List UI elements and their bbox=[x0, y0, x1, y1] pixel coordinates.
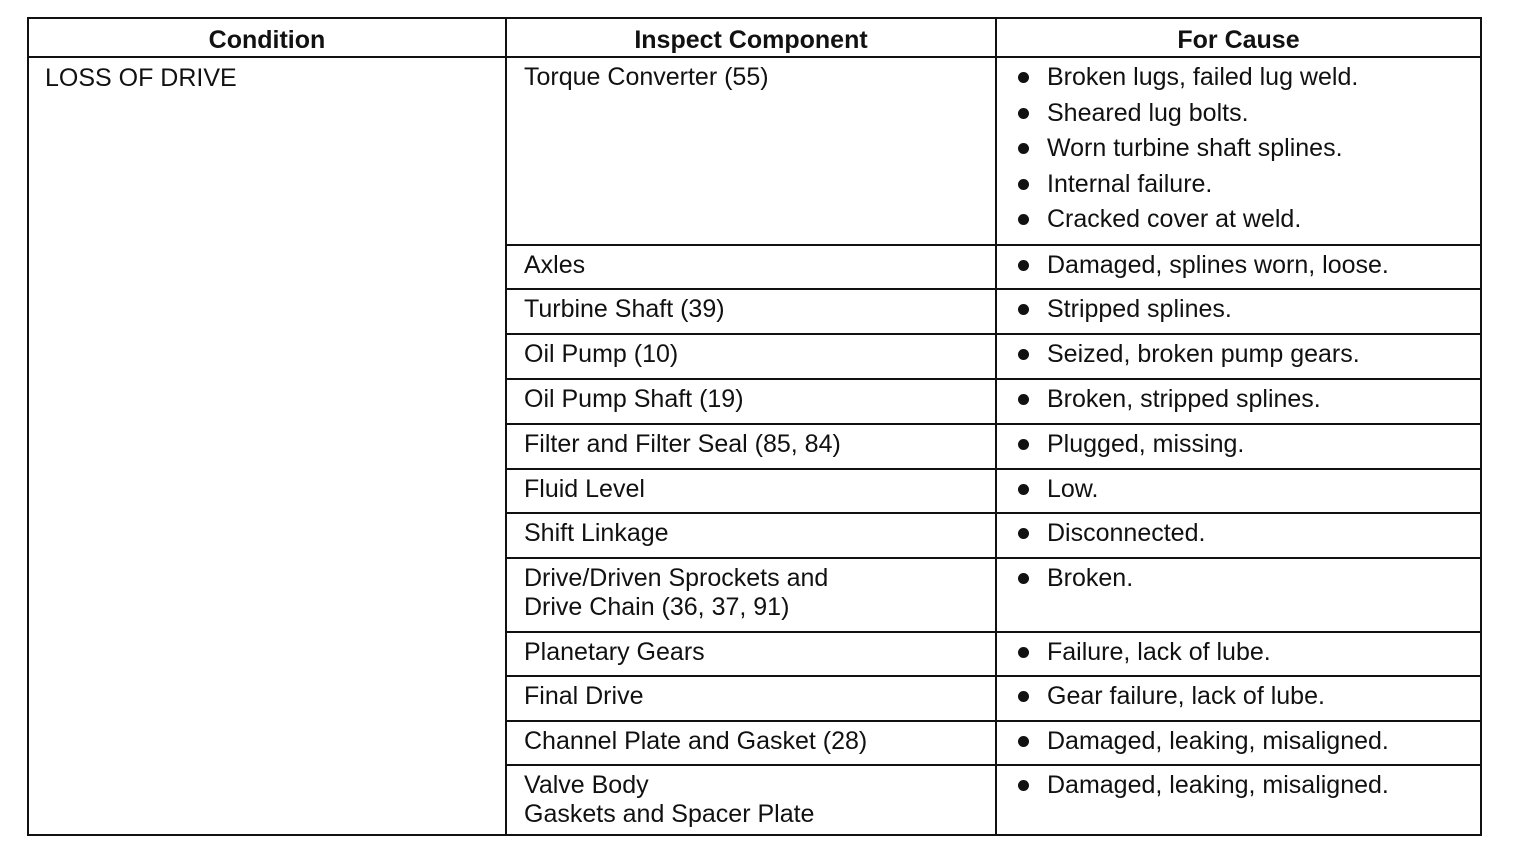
component-cell: Oil Pump (10) bbox=[506, 334, 996, 379]
cause-list bbox=[1015, 771, 1470, 800]
bullet-icon bbox=[1018, 780, 1029, 791]
component-cell: Final Drive bbox=[506, 676, 996, 721]
cause-cell bbox=[996, 632, 1481, 676]
header-inspect-component: Inspect Component bbox=[506, 18, 996, 57]
cause-text: Worn turbine shaft splines. bbox=[1047, 134, 1343, 162]
cause-text: Cracked cover at weld. bbox=[1047, 205, 1302, 233]
bullet-icon bbox=[1018, 394, 1029, 405]
cause-cell bbox=[996, 289, 1481, 334]
bullet-icon bbox=[1018, 573, 1029, 584]
cause-item bbox=[1015, 727, 1470, 756]
cause-cell bbox=[996, 57, 1481, 245]
cause-item bbox=[1015, 63, 1470, 92]
component-cell: Shift Linkage bbox=[506, 513, 996, 558]
cause-item bbox=[1015, 385, 1470, 414]
cause-text: Broken, stripped splines. bbox=[1047, 385, 1321, 413]
cause-item bbox=[1015, 771, 1470, 800]
bullet-icon bbox=[1018, 260, 1029, 271]
cause-cell bbox=[996, 558, 1481, 632]
component-cell: Turbine Shaft (39) bbox=[506, 289, 996, 334]
cause-list bbox=[1015, 638, 1470, 667]
cause-cell bbox=[996, 765, 1481, 835]
cause-list bbox=[1015, 564, 1470, 593]
cause-cell bbox=[996, 379, 1481, 424]
cause-text: Damaged, leaking, misaligned. bbox=[1047, 727, 1389, 755]
cause-text: Seized, broken pump gears. bbox=[1047, 340, 1360, 368]
cause-item bbox=[1015, 430, 1470, 459]
cause-text: Gear failure, lack of lube. bbox=[1047, 682, 1325, 710]
cause-text: Failure, lack of lube. bbox=[1047, 638, 1271, 666]
bullet-icon bbox=[1018, 647, 1029, 658]
cause-list bbox=[1015, 340, 1470, 369]
cause-text: Broken lugs, failed lug weld. bbox=[1047, 63, 1359, 91]
cause-cell bbox=[996, 245, 1481, 289]
cause-item bbox=[1015, 340, 1470, 369]
cause-text: Plugged, missing. bbox=[1047, 430, 1245, 458]
cause-item bbox=[1015, 638, 1470, 667]
component-cell: Fluid Level bbox=[506, 469, 996, 513]
cause-text: Internal failure. bbox=[1047, 169, 1213, 198]
bullet-icon bbox=[1018, 691, 1029, 702]
header-condition: Condition bbox=[28, 18, 506, 57]
condition-cell: LOSS OF DRIVE bbox=[28, 57, 506, 835]
cause-cell bbox=[996, 721, 1481, 765]
table-row bbox=[28, 57, 1481, 245]
cause-text: Stripped splines. bbox=[1047, 295, 1232, 323]
header-for-cause: For Cause bbox=[996, 18, 1481, 57]
cause-list bbox=[1015, 727, 1470, 756]
cause-item bbox=[1015, 564, 1470, 593]
cause-item bbox=[1015, 475, 1470, 504]
cause-cell bbox=[996, 469, 1481, 513]
cause-text: Broken. bbox=[1047, 564, 1134, 592]
cause-cell bbox=[996, 513, 1481, 558]
bullet-icon bbox=[1018, 108, 1029, 119]
bullet-icon bbox=[1018, 214, 1029, 225]
bullet-icon bbox=[1018, 349, 1029, 360]
cause-text: Sheared lug bolts. bbox=[1047, 98, 1249, 127]
cause-item bbox=[1015, 170, 1470, 199]
cause-item bbox=[1015, 295, 1470, 324]
cause-item bbox=[1015, 251, 1470, 280]
component-cell: Torque Converter (55) bbox=[506, 57, 996, 245]
cause-item bbox=[1015, 99, 1470, 128]
bullet-icon bbox=[1018, 736, 1029, 747]
cause-cell bbox=[996, 334, 1481, 379]
cause-list bbox=[1015, 63, 1470, 234]
bullet-icon bbox=[1018, 179, 1029, 190]
cause-cell bbox=[996, 676, 1481, 721]
cause-list bbox=[1015, 251, 1470, 280]
cause-list bbox=[1015, 475, 1470, 504]
bullet-icon bbox=[1018, 304, 1029, 315]
bullet-icon bbox=[1018, 143, 1029, 154]
cause-text: Damaged, splines worn, loose. bbox=[1047, 251, 1389, 279]
component-cell: Axles bbox=[506, 245, 996, 289]
cause-item bbox=[1015, 134, 1470, 163]
bullet-icon bbox=[1018, 72, 1029, 83]
component-cell: Planetary Gears bbox=[506, 632, 996, 676]
cause-list bbox=[1015, 682, 1470, 711]
component-cell: Oil Pump Shaft (19) bbox=[506, 379, 996, 424]
cause-list bbox=[1015, 430, 1470, 459]
bullet-icon bbox=[1018, 484, 1029, 495]
bullet-icon bbox=[1018, 439, 1029, 450]
component-cell: Drive/Driven Sprockets and Drive Chain (36, 37, 91) bbox=[506, 558, 996, 632]
component-cell: Filter and Filter Seal (85, 84) bbox=[506, 424, 996, 469]
component-cell: Channel Plate and Gasket (28) bbox=[506, 721, 996, 765]
header-row bbox=[28, 18, 1481, 57]
cause-cell bbox=[996, 424, 1481, 469]
cause-item bbox=[1015, 682, 1470, 711]
cause-list bbox=[1015, 385, 1470, 414]
diagnosis-table bbox=[27, 17, 1482, 836]
cause-text: Damaged, leaking, misaligned. bbox=[1047, 771, 1389, 799]
cause-list bbox=[1015, 519, 1470, 548]
bullet-icon bbox=[1018, 528, 1029, 539]
cause-text: Disconnected. bbox=[1047, 519, 1206, 547]
table-body bbox=[28, 57, 1481, 835]
component-cell: Valve Body Gaskets and Spacer Plate bbox=[506, 765, 996, 835]
cause-item bbox=[1015, 205, 1470, 234]
cause-text: Low. bbox=[1047, 475, 1099, 503]
cause-item bbox=[1015, 519, 1470, 548]
cause-list bbox=[1015, 295, 1470, 324]
